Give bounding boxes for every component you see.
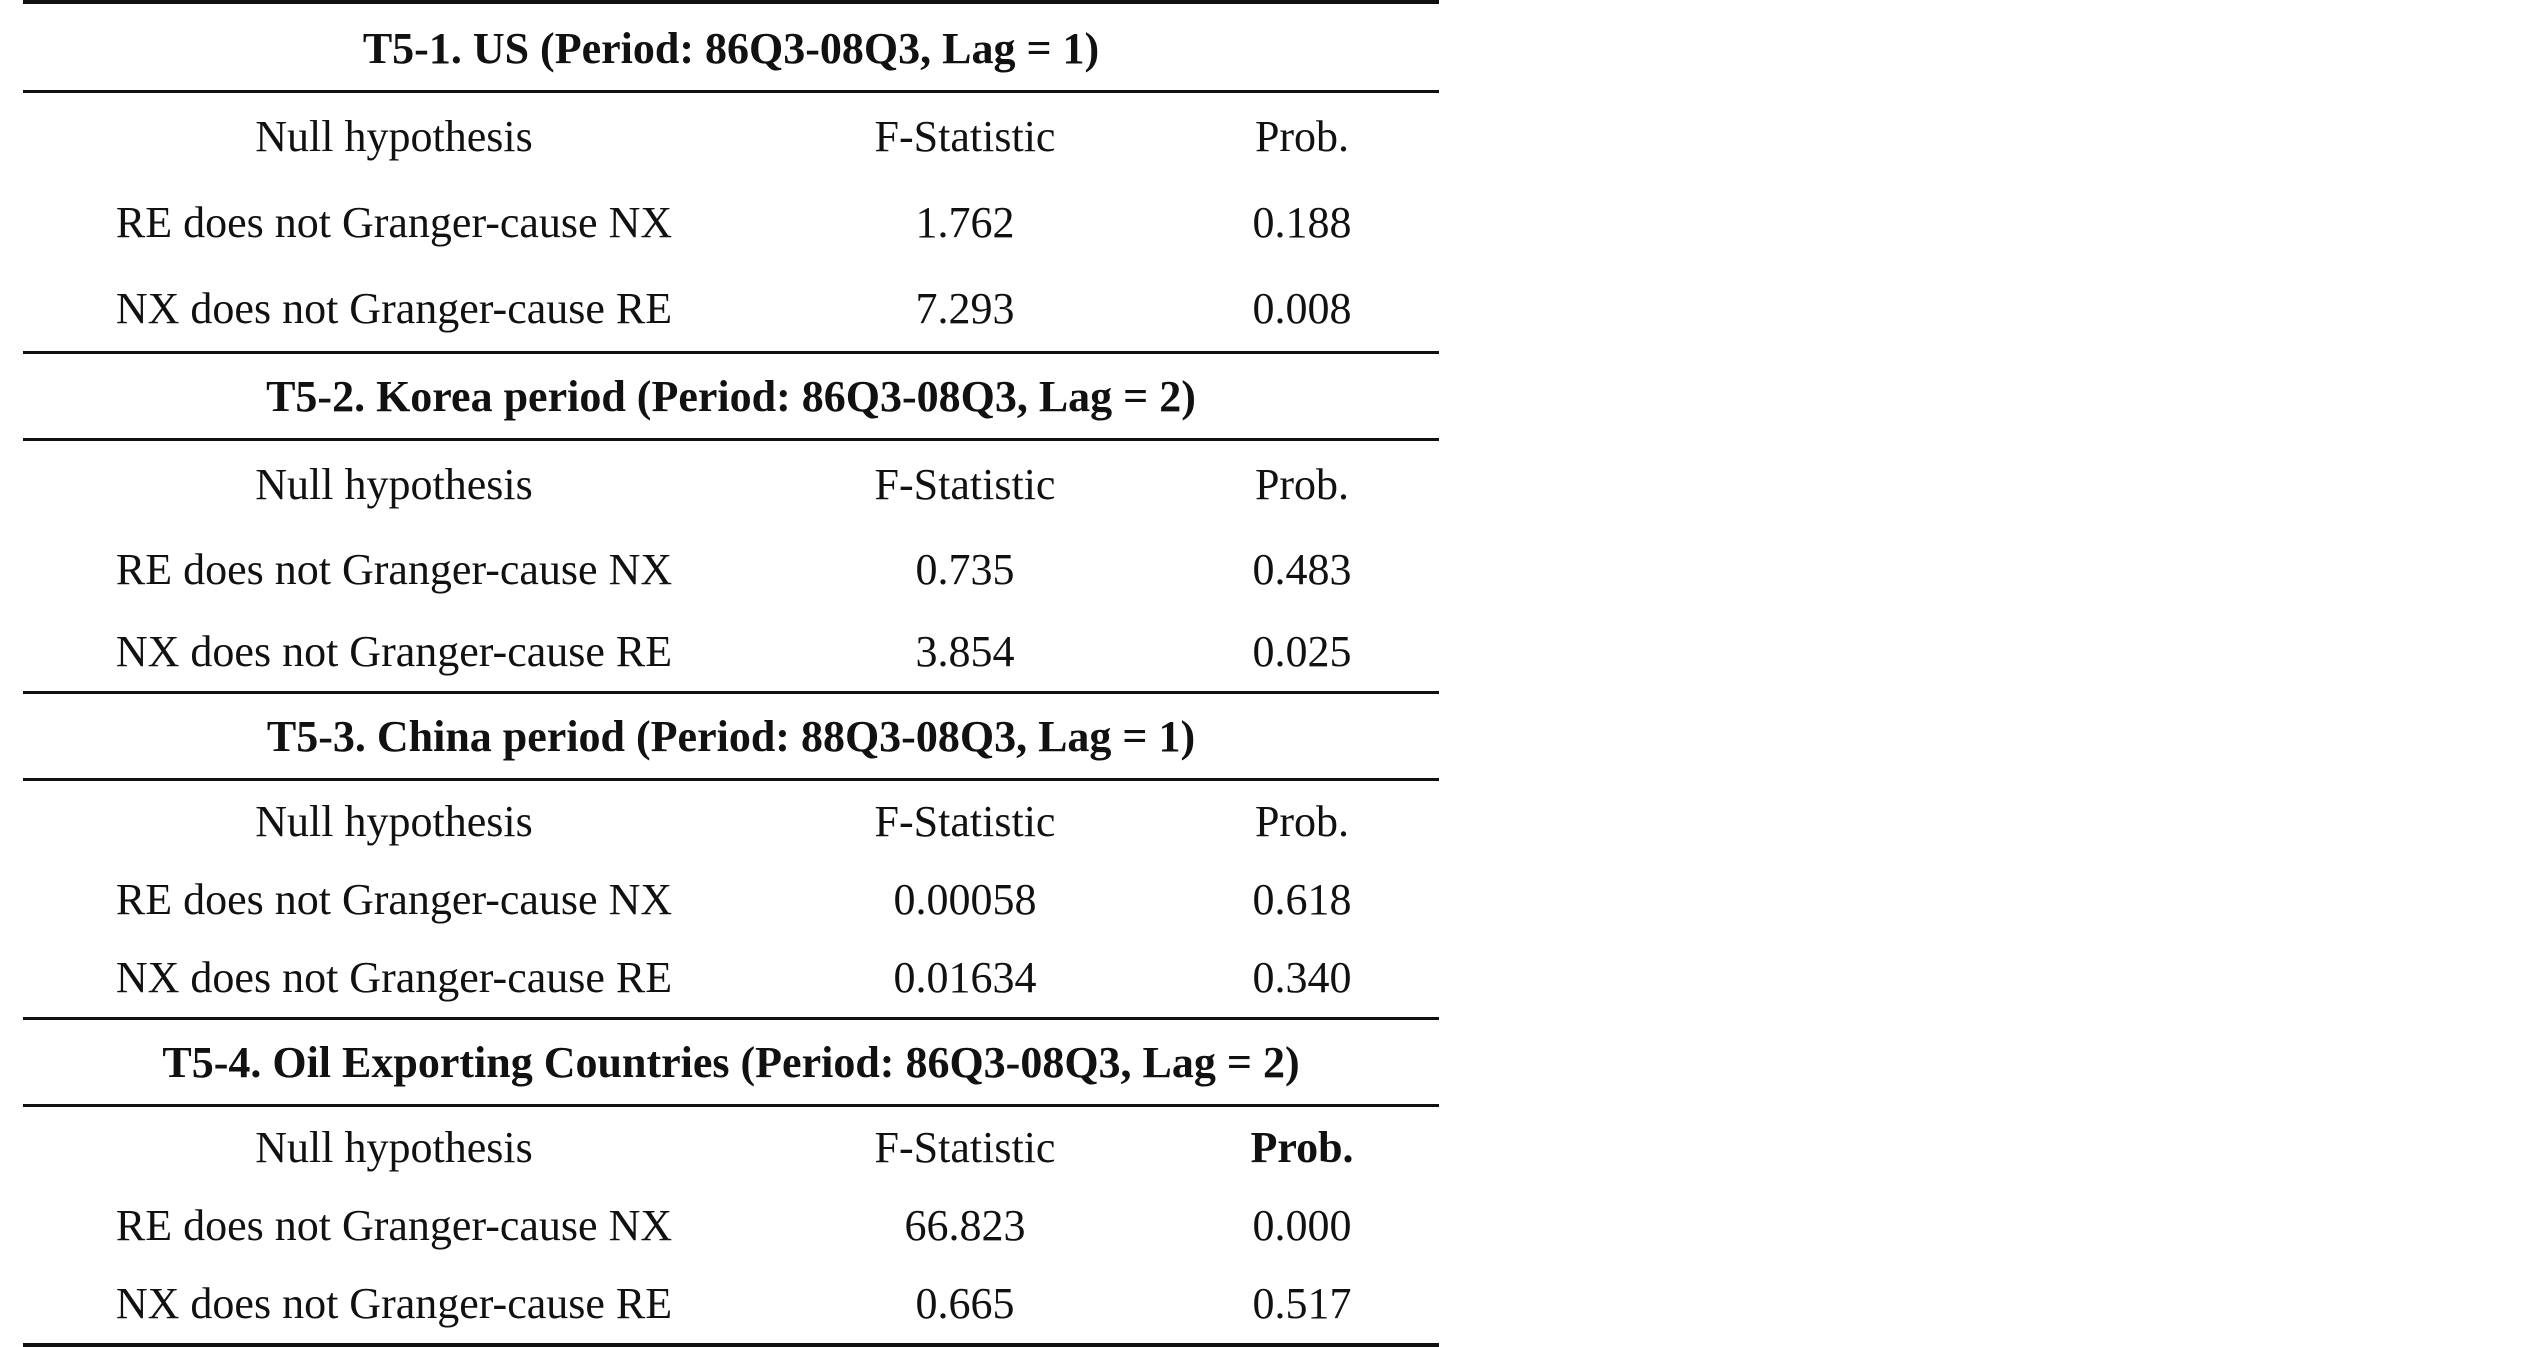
f-statistic-cell: 0.00058 <box>893 874 1037 924</box>
prob-cell: 0.025 <box>1252 626 1352 676</box>
panel-china <box>23 694 1439 1017</box>
f-statistic-cell: 66.823 <box>904 1200 1026 1250</box>
header-row <box>23 93 1439 179</box>
granger-causality-table <box>23 0 1439 1347</box>
prob-cell: 0.517 <box>1252 1278 1352 1328</box>
f-statistic-cell: 0.735 <box>915 544 1015 594</box>
table-row <box>23 1263 1439 1343</box>
prob-cell: 0.483 <box>1252 544 1352 594</box>
panel-oil-exporting <box>23 1020 1439 1343</box>
header-f-statistic: F-Statistic <box>874 459 1056 509</box>
null-hypothesis-cell: NX does not Granger-cause RE <box>115 1278 673 1328</box>
header-row <box>23 441 1439 527</box>
header-null-hypothesis: Null hypothesis <box>255 796 533 846</box>
panel-korea <box>23 354 1439 691</box>
panel-title: T5-4. Oil Exporting Countries (Period: 86Q3-08Q3, Lag = 2) <box>162 1038 1300 1087</box>
table-row <box>23 611 1439 691</box>
prob-cell: 0.618 <box>1252 874 1352 924</box>
header-f-statistic: F-Statistic <box>874 111 1056 161</box>
panel-title: T5-3. China period (Period: 88Q3-08Q3, Lag = 1) <box>266 712 1196 761</box>
header-null-hypothesis: Null hypothesis <box>255 111 533 161</box>
table-row <box>23 1187 1439 1263</box>
table-row <box>23 861 1439 937</box>
prob-cell: 0.008 <box>1252 284 1352 333</box>
f-statistic-cell: 7.293 <box>915 284 1015 333</box>
null-hypothesis-cell: NX does not Granger-cause RE <box>115 952 673 1002</box>
null-hypothesis-cell: NX does not Granger-cause RE <box>115 626 673 676</box>
table-row <box>23 937 1439 1017</box>
header-null-hypothesis: Null hypothesis <box>255 459 533 509</box>
header-row <box>23 781 1439 861</box>
null-hypothesis-cell: RE does not Granger-cause NX <box>115 544 673 594</box>
prob-cell: 0.340 <box>1252 952 1352 1002</box>
f-statistic-cell: 0.01634 <box>893 952 1037 1002</box>
header-prob: Prob. <box>1254 796 1350 846</box>
null-hypothesis-cell: NX does not Granger-cause RE <box>115 284 673 333</box>
panel-title: T5-2. Korea period (Period: 86Q3-08Q3, Lag = 2) <box>266 372 1196 421</box>
panel-us <box>23 4 1439 351</box>
panel-title: T5-1. US (Period: 86Q3-08Q3, Lag = 1) <box>362 24 1100 73</box>
f-statistic-cell: 1.762 <box>915 198 1015 247</box>
header-f-statistic: F-Statistic <box>874 796 1056 846</box>
bottom-rule <box>23 1343 1439 1347</box>
header-null-hypothesis: Null hypothesis <box>255 1122 533 1172</box>
header-prob: Prob. <box>1254 459 1350 509</box>
f-statistic-cell: 0.665 <box>915 1278 1015 1328</box>
header-prob: Prob. <box>1254 111 1350 161</box>
header-row <box>23 1107 1439 1187</box>
header-f-statistic: F-Statistic <box>874 1122 1056 1172</box>
null-hypothesis-cell: RE does not Granger-cause NX <box>115 1200 673 1250</box>
table-row <box>23 266 1439 351</box>
table-row <box>23 527 1439 611</box>
null-hypothesis-cell: RE does not Granger-cause NX <box>115 874 673 924</box>
header-prob: Prob. <box>1250 1122 1354 1172</box>
f-statistic-cell: 3.854 <box>915 626 1015 676</box>
prob-cell: 0.188 <box>1252 198 1352 247</box>
null-hypothesis-cell: RE does not Granger-cause NX <box>115 198 673 247</box>
table-row <box>23 179 1439 266</box>
prob-cell: 0.000 <box>1252 1200 1352 1250</box>
